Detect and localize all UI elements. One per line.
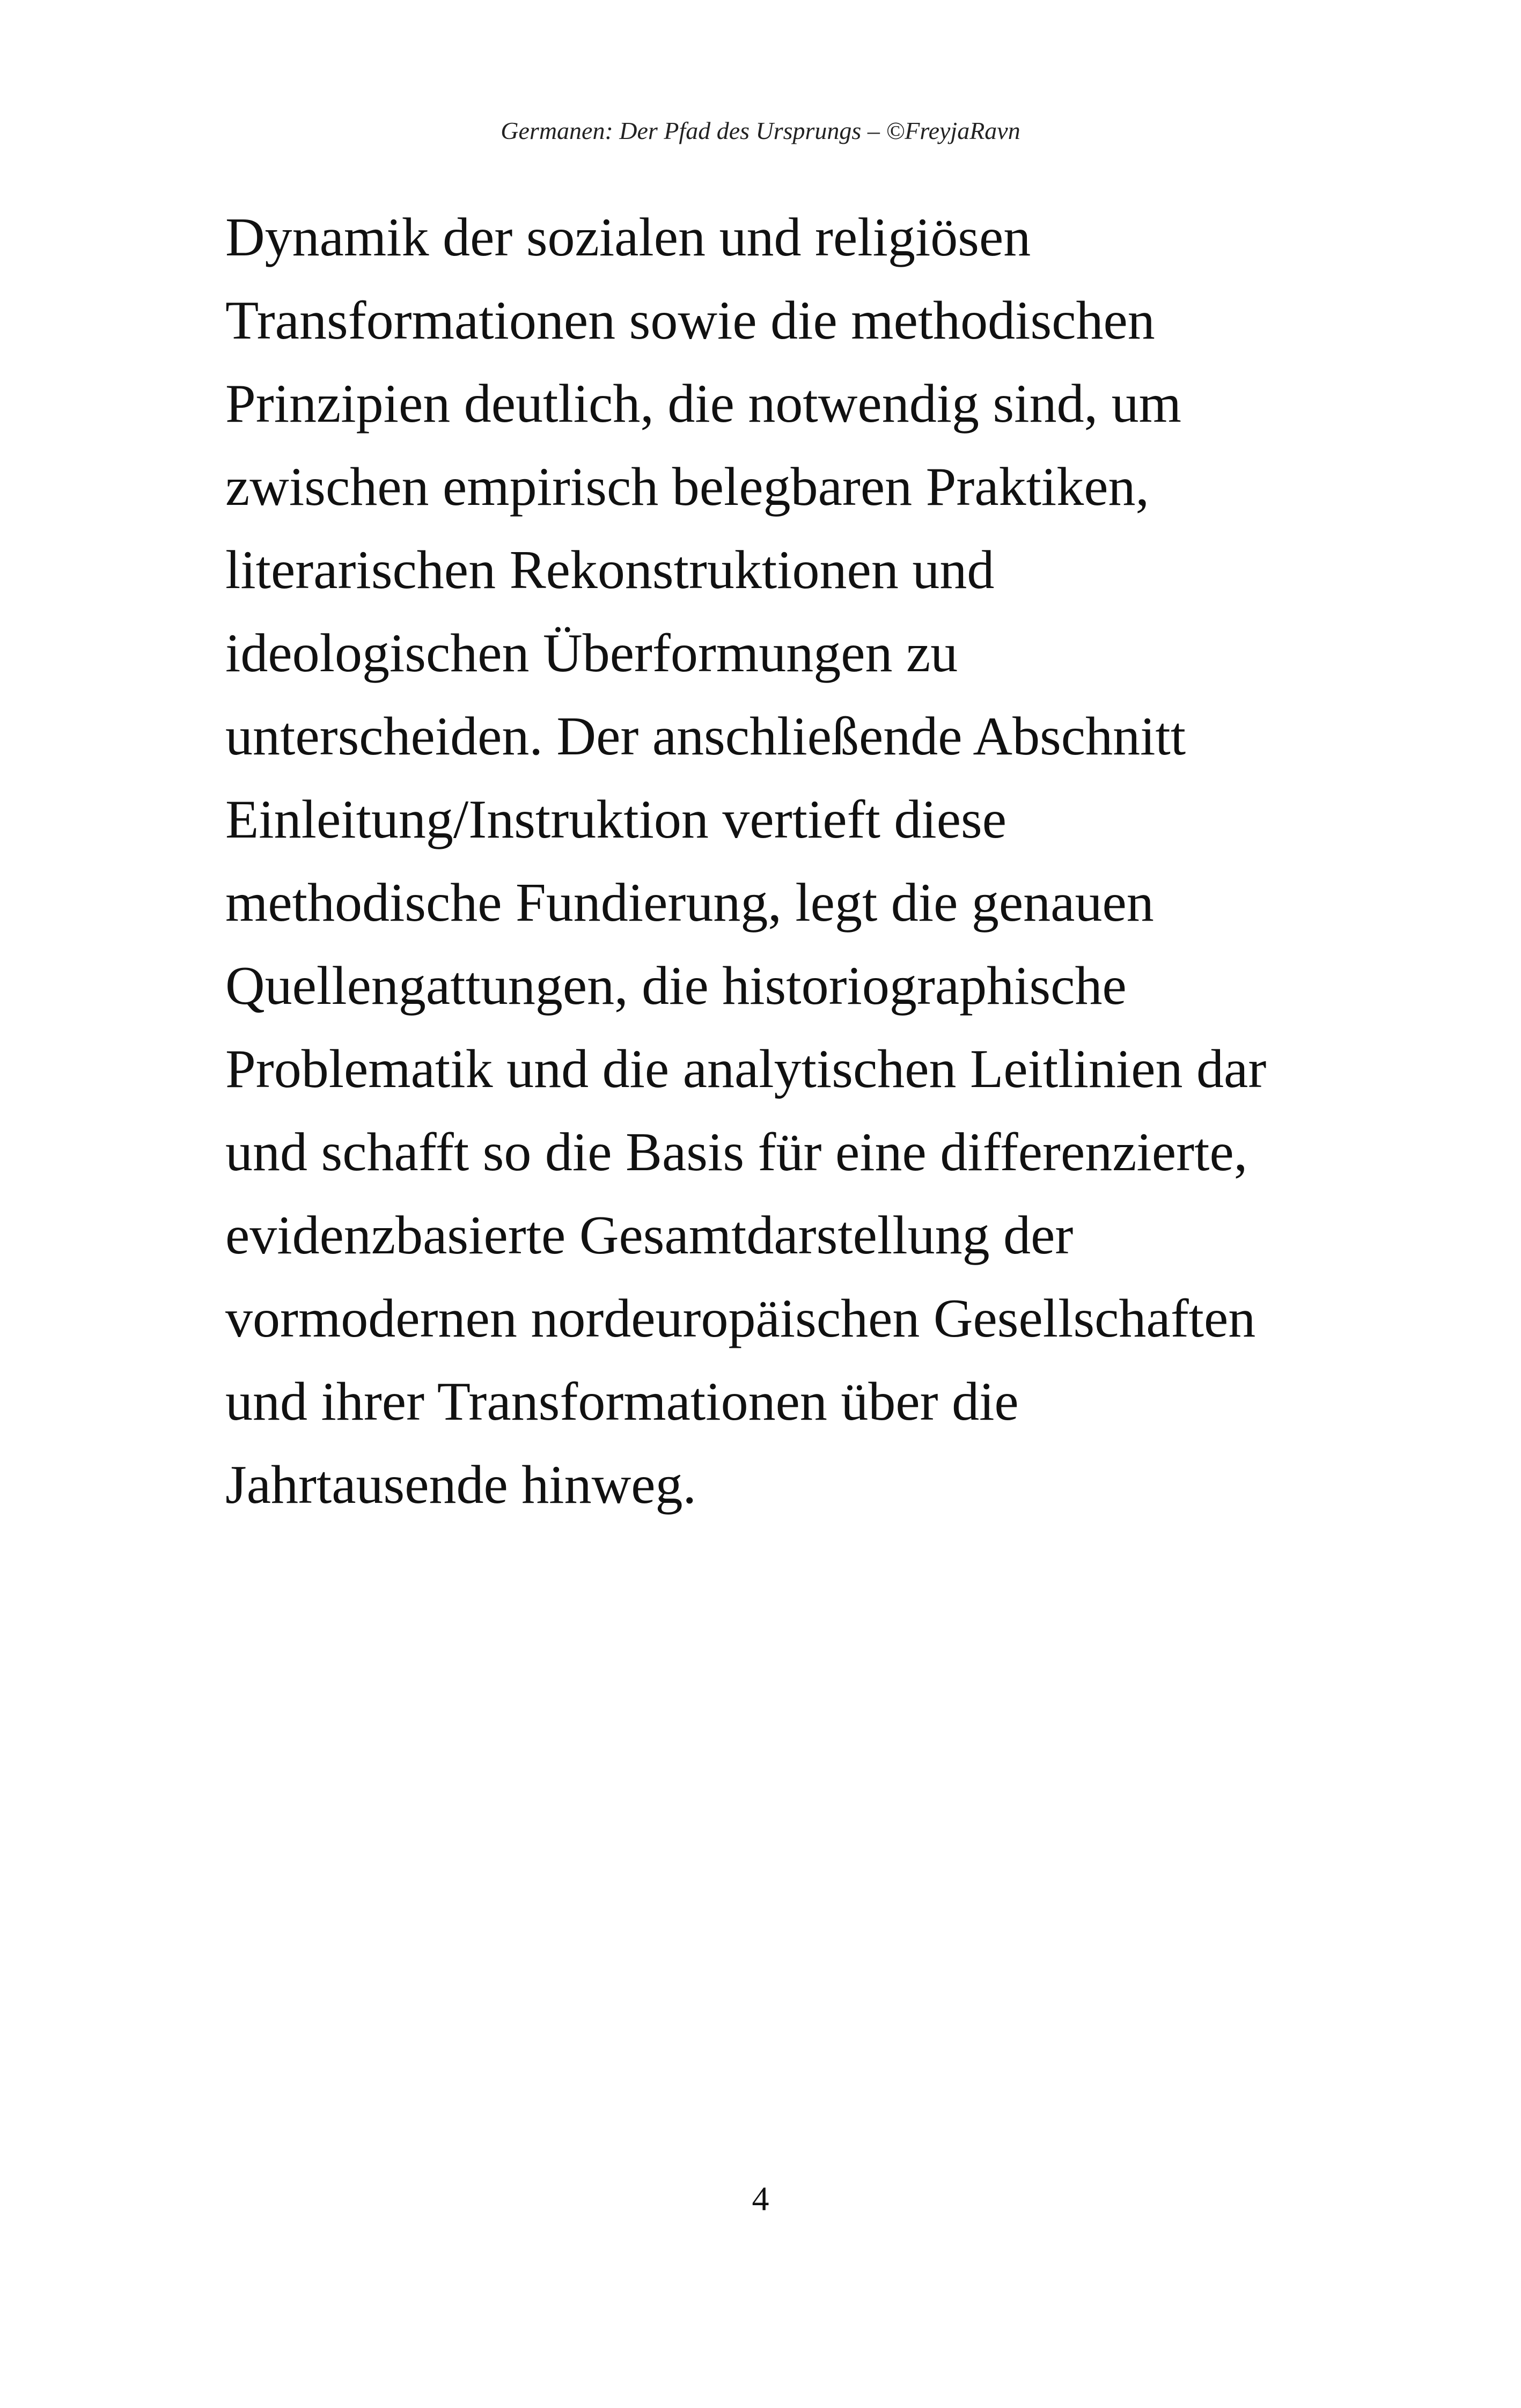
text-line: Quellengattungen, die historiographische (225, 956, 1127, 1016)
text-line: zwischen empirisch belegbaren Praktiken, (225, 457, 1150, 517)
text-line: Transformationen sowie die methodischen (225, 290, 1155, 351)
text-line: Problematik und die analytischen Leitlinien dar (225, 1039, 1267, 1099)
text-line: Jahrtausende hinweg. (225, 1455, 697, 1515)
text-line: Dynamik der sozialen und religiösen (225, 207, 1031, 268)
page-number: 4 (752, 2179, 769, 2218)
running-header: Germanen: Der Pfad des Ursprungs – ©FreyjaRavn (501, 117, 1020, 144)
text-line: und schafft so die Basis für eine differenzierte, (225, 1122, 1248, 1183)
body-paragraph (225, 196, 1363, 1526)
text-line: methodische Fundierung, legt die genauen (225, 872, 1154, 933)
text-line: Prinzipien deutlich, die notwendig sind, um (225, 373, 1181, 434)
text-line: literarischen Rekonstruktionen und (225, 540, 995, 600)
text-line: vormodernen nordeuropäischen Gesellschaften (225, 1288, 1256, 1349)
text-line: ideologischen Überformungen zu (225, 623, 958, 684)
text-line: evidenzbasierte Gesamtdarstellung der (225, 1205, 1074, 1266)
text-line: und ihrer Transformationen über die (225, 1371, 1019, 1432)
text-line: Einleitung/Instruktion vertieft diese (225, 789, 1006, 850)
text-line: unterscheiden. Der anschließende Abschnitt (225, 706, 1186, 767)
